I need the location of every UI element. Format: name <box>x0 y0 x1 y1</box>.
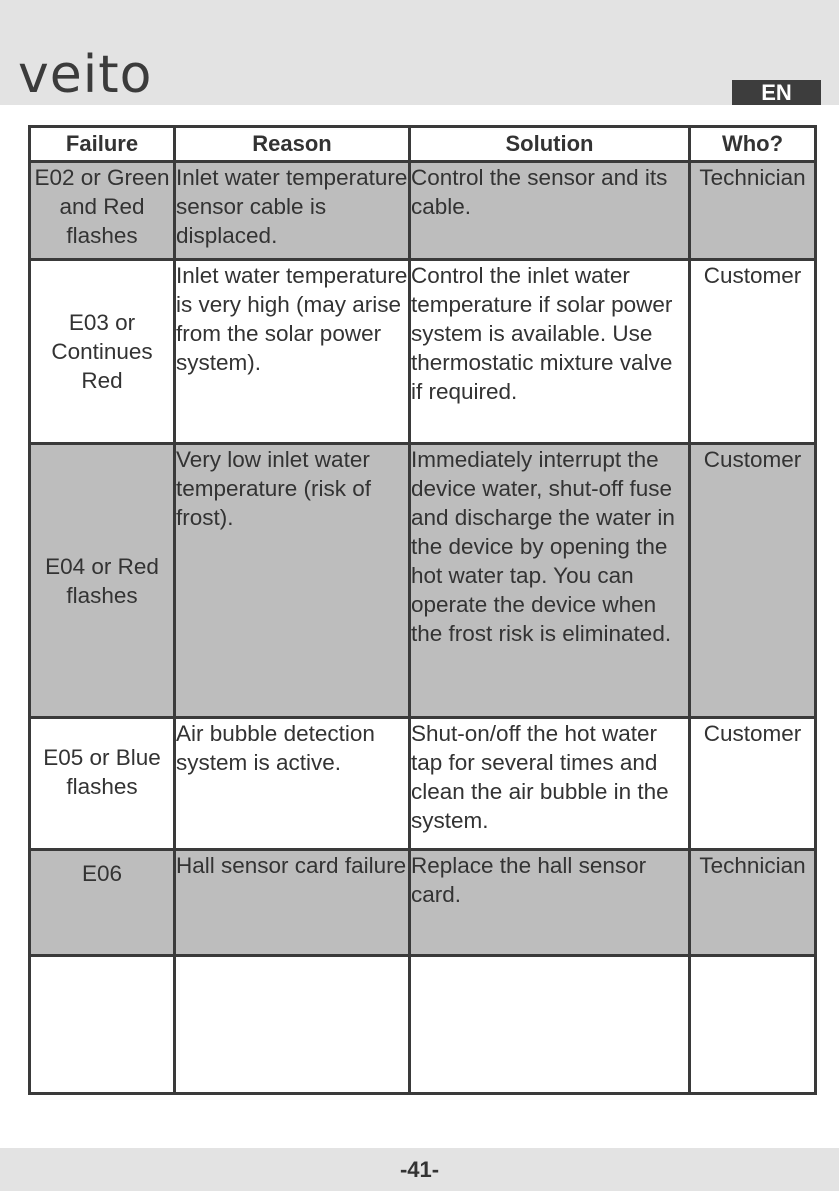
column-header-who: Who? <box>690 127 816 162</box>
table-row-empty <box>30 956 816 1094</box>
responsible-party: Customer <box>690 444 816 718</box>
failure-reason: Inlet water temperature sensor cable is displaced. <box>175 162 410 260</box>
table-row <box>30 260 816 444</box>
table-header-row <box>30 127 816 162</box>
empty-cell <box>410 956 690 1094</box>
column-header-reason: Reason <box>175 127 410 162</box>
empty-cell <box>690 956 816 1094</box>
failure-code: E02 or Green and Red flashes <box>30 162 175 260</box>
footer-band <box>0 1148 839 1191</box>
failure-solution: Control the sensor and its cable. <box>410 162 690 260</box>
column-header-solution: Solution <box>410 127 690 162</box>
table-row <box>30 850 816 956</box>
responsible-party: Customer <box>690 718 816 850</box>
failure-code: E04 or Red flashes <box>30 444 175 718</box>
table-row <box>30 718 816 850</box>
failure-code: E06 <box>30 850 175 956</box>
language-badge: EN <box>732 80 821 105</box>
table-row <box>30 444 816 718</box>
responsible-party: Technician <box>690 162 816 260</box>
responsible-party: Customer <box>690 260 816 444</box>
troubleshooting-table <box>28 125 817 1095</box>
empty-cell <box>175 956 410 1094</box>
failure-code: E03 or Continues Red <box>30 260 175 444</box>
failure-reason: Air bubble detection system is active. <box>175 718 410 850</box>
page-number: -41- <box>399 1156 440 1182</box>
responsible-party: Technician <box>690 850 816 956</box>
failure-reason: Hall sensor card failure <box>175 850 410 956</box>
failure-solution: Control the inlet water temperature if solar power system is available. Use thermostatic mixture valve if required. <box>410 260 690 444</box>
failure-reason: Inlet water temperature is very high (may arise from the solar power system). <box>175 260 410 444</box>
failure-solution: Immediately interrupt the device water, shut-off fuse and discharge the water in the device by opening the hot water tap. You can operate the device when the frost risk is eliminated. <box>410 444 690 718</box>
brand-logo: veito <box>18 45 153 105</box>
failure-solution: Shut-on/off the hot water tap for several times and clean the air bubble in the system. <box>410 718 690 850</box>
failure-reason: Very low inlet water temperature (risk of frost). <box>175 444 410 718</box>
failure-code: E05 or Blue flashes <box>30 718 175 850</box>
column-header-failure: Failure <box>30 127 175 162</box>
table-row <box>30 162 816 260</box>
empty-cell <box>30 956 175 1094</box>
failure-solution: Replace the hall sensor card. <box>410 850 690 956</box>
